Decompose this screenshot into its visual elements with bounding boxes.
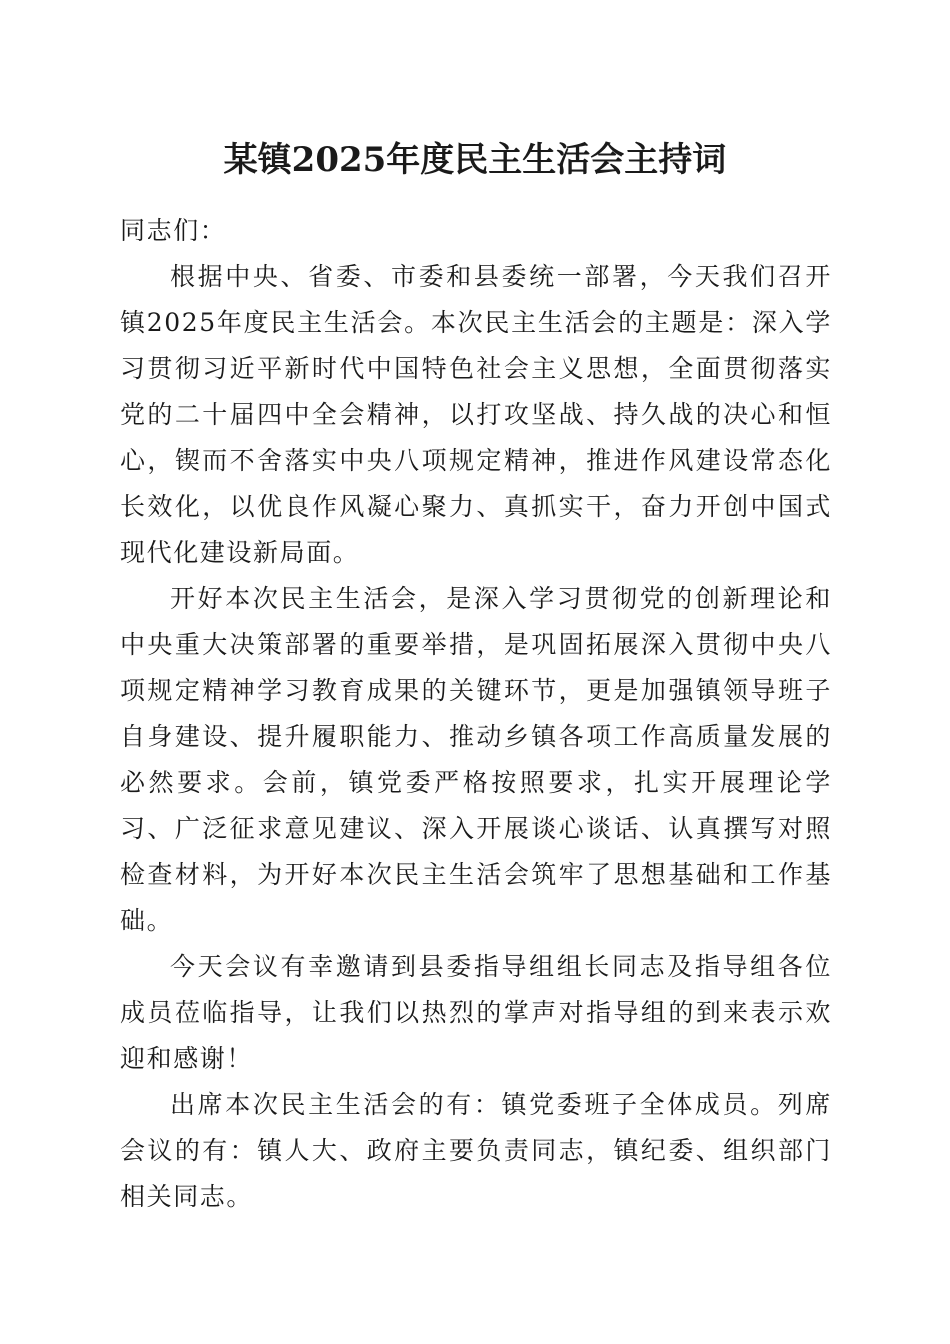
paragraph-theme: 根据中央、省委、市委和县委统一部署，今天我们召开镇2025年度民主生活会。本次民主生活会的主题是：深入学习贯彻习近平新时代中国特色社会主义思想，全面贯彻落实党的二十届四中全会精神，以打攻坚战、持久战的决心和恒心，锲而不舍落实中央八项规定精神，推进作风建设常态化长效化，以优良作风凝心聚力、真抓实干，奋力开创中国式现代化建设新局面。 [120, 262, 832, 567]
document-title: 某镇2025年度民主生活会主持词 [223, 140, 727, 180]
salutation: 同志们： [120, 216, 227, 245]
paragraph-welcome: 今天会议有幸邀请到县委指导组组长同志及指导组各位成员莅临指导，让我们以热烈的掌声对指导组的到来表示欢迎和感谢！ [120, 952, 832, 1073]
paragraph-significance: 开好本次民主生活会，是深入学习贯彻党的创新理论和中央重大决策部署的重要举措，是巩固拓展深入贯彻中央八项规定精神学习教育成果的关键环节，更是加强镇领导班子自身建设、提升履职能力、推动乡镇各项工作高质量发展的必然要求。会前，镇党委严格按照要求，扎实开展理论学习、广泛征求意见建议、深入开展谈心谈话、认真撰写对照检查材料，为开好本次民主生活会筑牢了思想基础和工作基础。 [120, 584, 832, 935]
paragraph-attendees: 出席本次民主生活会的有：镇党委班子全体成员。列席会议的有：镇人大、政府主要负责同志，镇纪委、组织部门相关同志。 [120, 1090, 832, 1211]
document-body [120, 208, 832, 1220]
